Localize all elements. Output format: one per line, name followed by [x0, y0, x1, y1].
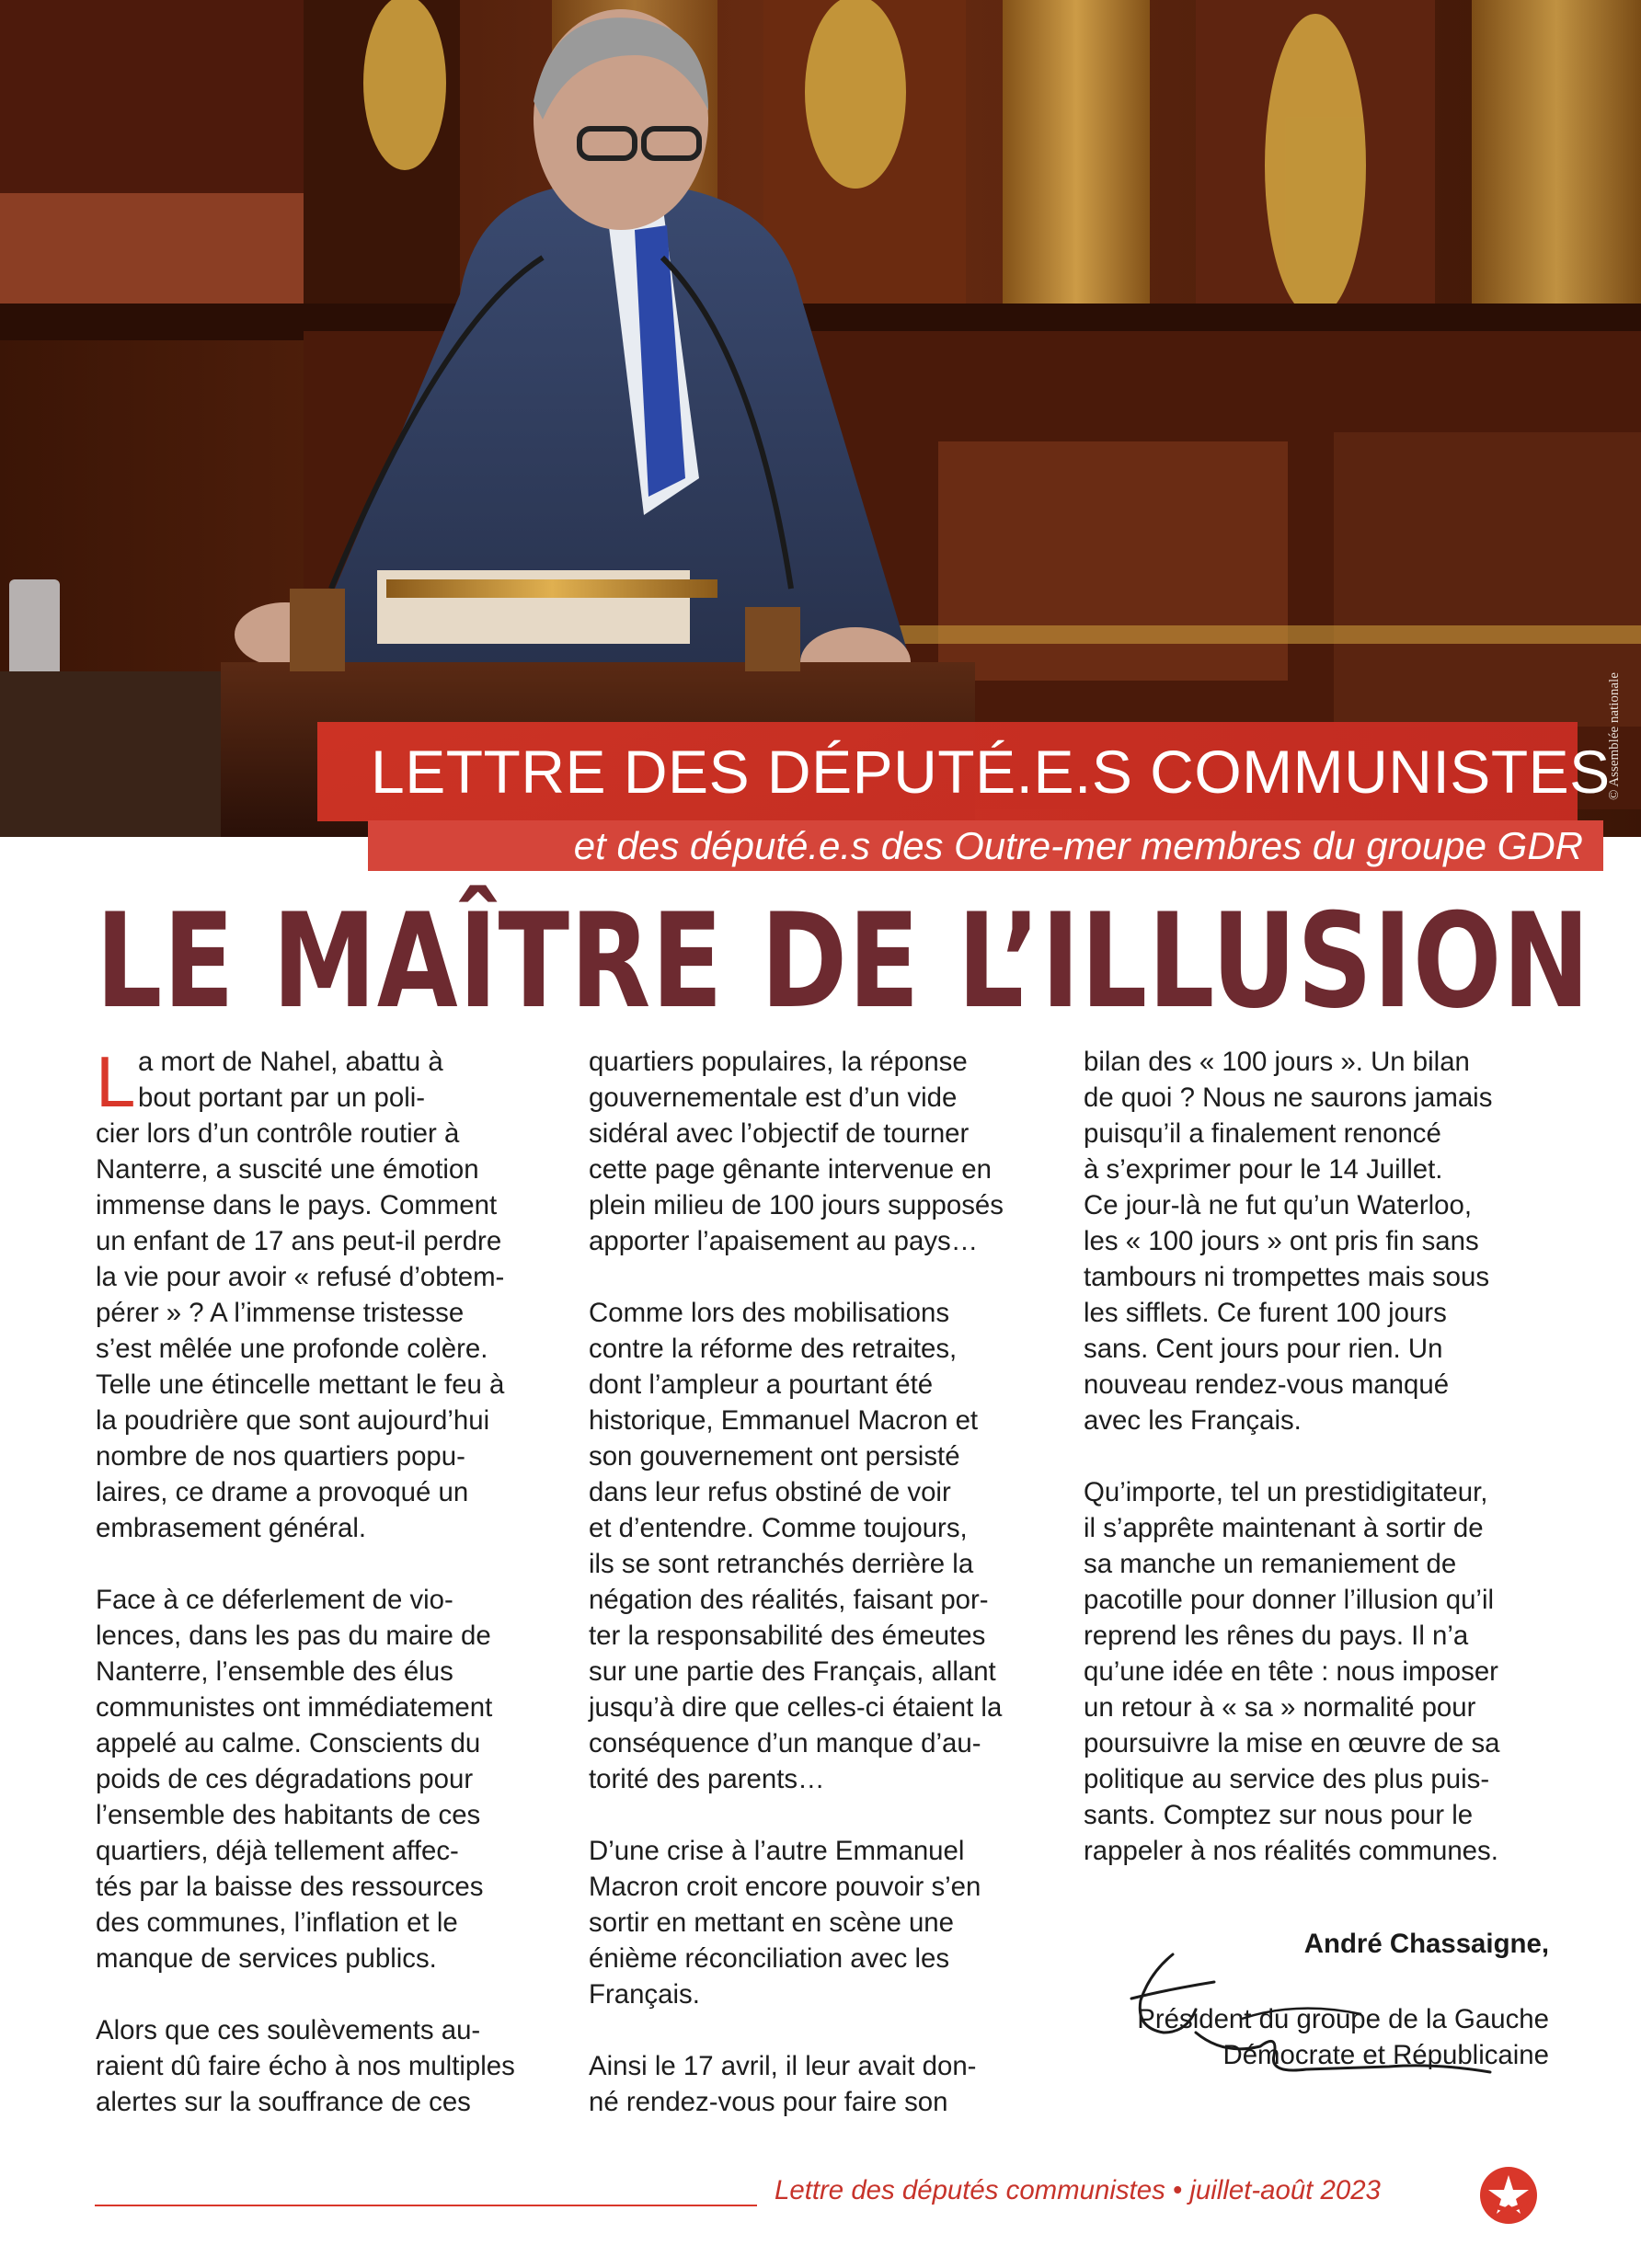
article-line: torité des parents…	[589, 1764, 825, 1794]
drop-cap: L	[96, 1041, 136, 1122]
article-line: les sifflets. Ce furent 100 jours	[1084, 1298, 1447, 1328]
article-line: plein milieu de 100 jours supposés	[589, 1190, 1004, 1220]
article-line: la vie pour avoir « refusé d’obtem-	[96, 1262, 505, 1292]
article-line: sa manche un remaniement de	[1084, 1549, 1457, 1579]
article-line: son gouvernement ont persisté	[589, 1441, 960, 1472]
article-line: sants. Comptez sur nous pour le	[1084, 1800, 1474, 1830]
article-line: communistes ont immédiatement	[96, 1692, 493, 1723]
article-line: jusqu’à dire que celles-ci étaient la	[589, 1692, 1003, 1723]
article-line: s’est mêlée une profonde colère.	[96, 1334, 488, 1364]
article-paragraph	[589, 1044, 1049, 1259]
article-line: poids de ces dégradations pour	[96, 1764, 474, 1794]
article-paragraph	[96, 1582, 556, 1976]
article-line: immense dans le pays. Comment	[96, 1190, 498, 1220]
author-role	[1137, 2001, 1549, 2073]
article-line: pérer » ? A l’immense tristesse	[96, 1298, 465, 1328]
article-line: pacotille pour donner l’illusion qu’il	[1084, 1585, 1495, 1615]
article-line: sidéral avec l’objectif de tourner	[589, 1118, 970, 1149]
article-line: ter la responsabilité des émeutes	[589, 1621, 986, 1651]
article-line: D’une crise à l’autre Emmanuel	[589, 1836, 965, 1866]
article-line: politique au service des plus puis-	[1084, 1764, 1490, 1794]
article-line: embrasement général.	[96, 1513, 367, 1543]
article-line: quartiers, déjà tellement affec-	[96, 1836, 459, 1866]
article-line: quartiers populaires, la réponse	[589, 1047, 968, 1077]
article-line: sans. Cent jours pour rien. Un	[1084, 1334, 1443, 1364]
article-line: nombre de nos quartiers popu-	[96, 1441, 465, 1472]
article-line: Français.	[589, 1979, 700, 2010]
article-line: ils se sont retranchés derrière la	[589, 1549, 974, 1579]
article-line: qu’une idée en tête : nous imposer	[1084, 1656, 1498, 1687]
article-line: bilan des « 100 jours ». Un bilan	[1084, 1047, 1470, 1077]
article-line: dont l’ampleur a pourtant été	[589, 1369, 934, 1400]
article-line: avec les Français.	[1084, 1405, 1302, 1436]
footer-text: Lettre des députés communistes • juillet-août 2023	[775, 2175, 1381, 2205]
article-line: cier lors d’un contrôle routier à	[96, 1118, 460, 1149]
article-paragraph	[589, 1295, 1049, 1797]
article-line: Ainsi le 17 avril, il leur avait don-	[589, 2051, 977, 2081]
article-line: il s’apprête maintenant à sortir de	[1084, 1513, 1484, 1543]
article-line: bout portant par un poli-	[138, 1082, 426, 1113]
article-line: gouvernementale est d’un vide	[589, 1082, 958, 1113]
newsletter-subtitle: et des député.e.s des Outre-mer membres du groupe GDR	[573, 823, 1583, 867]
article-line: raient dû faire écho à nos multiples	[96, 2051, 515, 2081]
article-paragraph	[96, 1041, 556, 1546]
article-line: des communes, l’inflation et le	[96, 1907, 458, 1938]
article-line: Qu’importe, tel un prestidigitateur,	[1084, 1477, 1488, 1507]
article-line: a mort de Nahel, abattu à	[138, 1047, 443, 1077]
article-line: dans leur refus obstiné de voir	[589, 1477, 951, 1507]
article-line: Macron croit encore pouvoir s’en	[589, 1872, 981, 1902]
article-line: Alors que ces soulèvements au-	[96, 2015, 481, 2045]
article-line: alertes sur la souffrance de ces	[96, 2087, 471, 2117]
article-column-2	[589, 1044, 1049, 2156]
article-line: laires, ce drame a provoqué un	[96, 1477, 469, 1507]
photo-illustration	[0, 0, 1641, 837]
author-role-line-2: Démocrate et Républicaine	[1222, 2040, 1549, 2070]
article-column-1	[96, 1041, 556, 2156]
article-line: Nanterre, l’ensemble des élus	[96, 1656, 453, 1687]
article-column-3	[1084, 1044, 1562, 1905]
article-line: rappeler à nos réalités communes.	[1084, 1836, 1498, 1866]
party-star-logo-icon	[1479, 2166, 1538, 2225]
article-line: Telle une étincelle mettant le feu à	[96, 1369, 505, 1400]
article-headline: LE MAÎTRE DE L’ILLUSION	[96, 886, 1591, 1037]
article-paragraph	[96, 2012, 556, 2120]
article-paragraph	[1084, 1474, 1562, 1869]
article-line: un enfant de 17 ans peut-il perdre	[96, 1226, 502, 1256]
article-line: conséquence d’un manque d’au-	[589, 1728, 981, 1758]
article-line: de quoi ? Nous ne saurons jamais	[1084, 1082, 1493, 1113]
article-line: un retour à « sa » normalité pour	[1084, 1692, 1476, 1723]
article-line: sur une partie des Français, allant	[589, 1656, 996, 1687]
author-role-line-1: Président du groupe de la Gauche	[1137, 2004, 1549, 2034]
photo-credit: © Assemblée nationale	[1607, 672, 1622, 800]
article-line: Nanterre, a suscité une émotion	[96, 1154, 479, 1185]
article-paragraph	[589, 2048, 1049, 2120]
article-line: à s’exprimer pour le 14 Juillet.	[1084, 1154, 1443, 1185]
article-line: les « 100 jours » ont pris fin sans	[1084, 1226, 1479, 1256]
article-line: reprend les rênes du pays. Il n’a	[1084, 1621, 1469, 1651]
article-line: Face à ce déferlement de vio-	[96, 1585, 453, 1615]
article-line: Comme lors des mobilisations	[589, 1298, 950, 1328]
article-line: manque de services publics.	[96, 1943, 437, 1974]
article-line: appelé au calme. Conscients du	[96, 1728, 481, 1758]
newsletter-title: LETTRE DES DÉPUTÉ.E.S COMMUNISTES	[371, 738, 1611, 806]
article-line: né rendez-vous pour faire son	[589, 2087, 948, 2117]
article-line: lences, dans les pas du maire de	[96, 1621, 491, 1651]
article-line: énième réconciliation avec les	[589, 1943, 950, 1974]
article-line: historique, Emmanuel Macron et	[589, 1405, 979, 1436]
header-photo	[0, 0, 1641, 837]
footer-rule	[95, 2205, 757, 2206]
article-line: Ce jour-là ne fut qu’un Waterloo,	[1084, 1190, 1473, 1220]
article-line: et d’entendre. Comme toujours,	[589, 1513, 968, 1543]
article-line: tés par la baisse des ressources	[96, 1872, 484, 1902]
author-name: André Chassaigne,	[1303, 1929, 1549, 1959]
article-line: contre la réforme des retraites,	[589, 1334, 958, 1364]
article-line: l’ensemble des habitants de ces	[96, 1800, 481, 1830]
newsletter-title-banner	[317, 722, 1611, 821]
article-line: puisqu’il a finalement renoncé	[1084, 1118, 1441, 1149]
article-line: apporter l’apaisement au pays…	[589, 1226, 979, 1256]
article-line: sortir en mettant en scène une	[589, 1907, 955, 1938]
article-paragraph	[589, 1833, 1049, 2012]
article-line: nouveau rendez-vous manqué	[1084, 1369, 1450, 1400]
article-line: cette page gênante intervenue en	[589, 1154, 992, 1185]
article-line: tambours ni trompettes mais sous	[1084, 1262, 1490, 1292]
article-paragraph	[1084, 1044, 1562, 1438]
newsletter-subtitle-banner	[368, 820, 1603, 871]
article-line: négation des réalités, faisant por-	[589, 1585, 989, 1615]
article-line: la poudrière que sont aujourd’hui	[96, 1405, 490, 1436]
article-line: poursuivre la mise en œuvre de sa	[1084, 1728, 1500, 1758]
